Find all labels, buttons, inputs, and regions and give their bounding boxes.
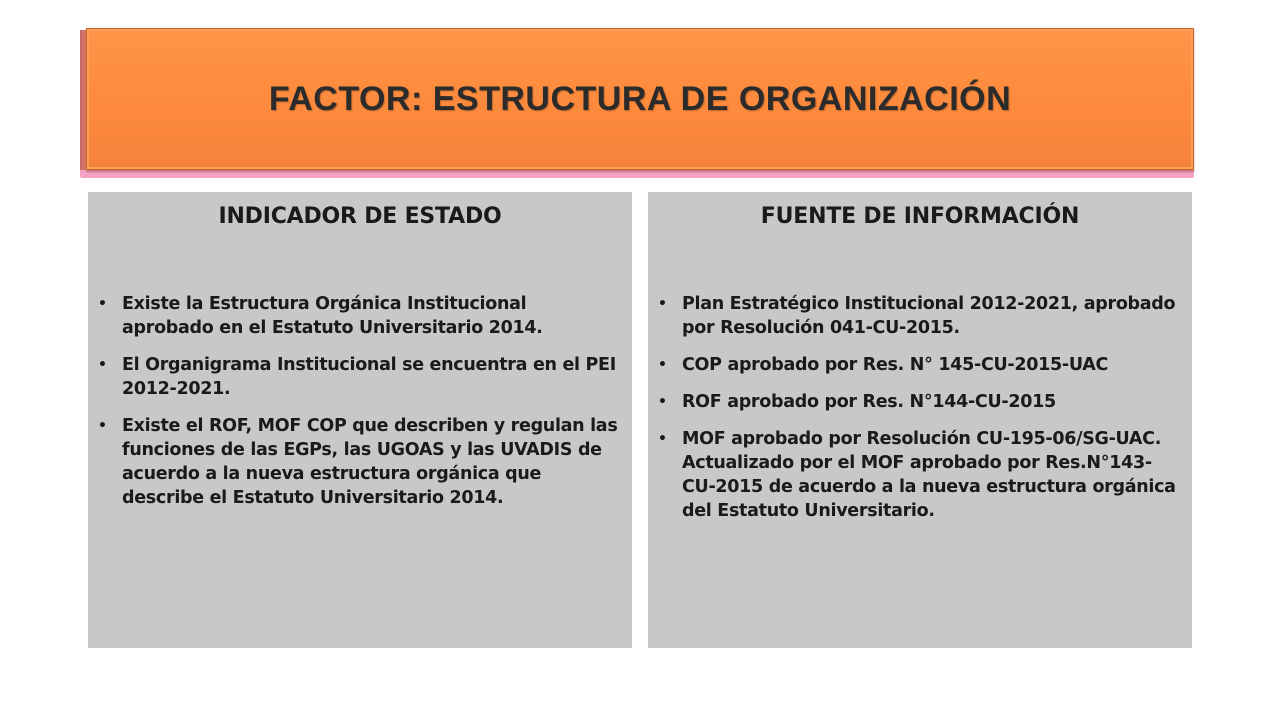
source-panel (648, 192, 1192, 648)
indicator-heading: INDICADOR DE ESTADO (218, 204, 502, 229)
list-item (98, 414, 622, 510)
bullet-icon: • (98, 296, 107, 312)
indicator-list (98, 292, 622, 510)
list-item-text: El Organigrama Institucional se encuentra en el PEI 2012-2021. (122, 355, 616, 399)
indicator-panel (88, 192, 632, 648)
bullet-icon: • (98, 357, 107, 373)
list-item (658, 292, 1182, 340)
list-item (98, 292, 622, 340)
list-item (658, 390, 1182, 414)
list-item-text: Plan Estratégico Institucional 2012-2021, aprobado por Resolución 041-CU-2015. (682, 294, 1176, 338)
source-heading: FUENTE DE INFORMACIÓN (760, 204, 1080, 229)
list-item (98, 353, 622, 401)
list-item-text: COP aprobado por Res. N° 145-CU-2015-UAC (682, 355, 1109, 375)
bullet-icon: • (98, 418, 107, 434)
list-item-text: Existe la Estructura Orgánica Institucional aprobado en el Estatuto Universitario 2014. (122, 294, 543, 338)
list-item-text: MOF aprobado por Resolución CU-195-06/SG-UAC. Actualizado por el MOF aprobado por Res.N°143-CU-2015 de acuerdo a la nueva estructura orgánica del Estatuto Universitario. (682, 429, 1176, 521)
page-title: FACTOR: ESTRUCTURA DE ORGANIZACIÓN (268, 79, 1012, 118)
list-item-text: ROF aprobado por Res. N°144-CU-2015 (682, 392, 1056, 412)
bullet-icon: • (658, 296, 667, 312)
list-item (658, 353, 1182, 377)
bullet-icon: • (658, 394, 667, 410)
list-item (658, 427, 1182, 523)
title-banner (86, 28, 1194, 170)
list-item-text: Existe el ROF, MOF COP que describen y regulan las funciones de las EGPs, las UGOAS y las UVADIS de acuerdo a la nueva estructura orgánica que describe el Estatuto Universitario 2014. (122, 416, 618, 508)
bullet-icon: • (658, 431, 667, 447)
source-list (658, 292, 1182, 523)
bullet-icon: • (658, 357, 667, 373)
